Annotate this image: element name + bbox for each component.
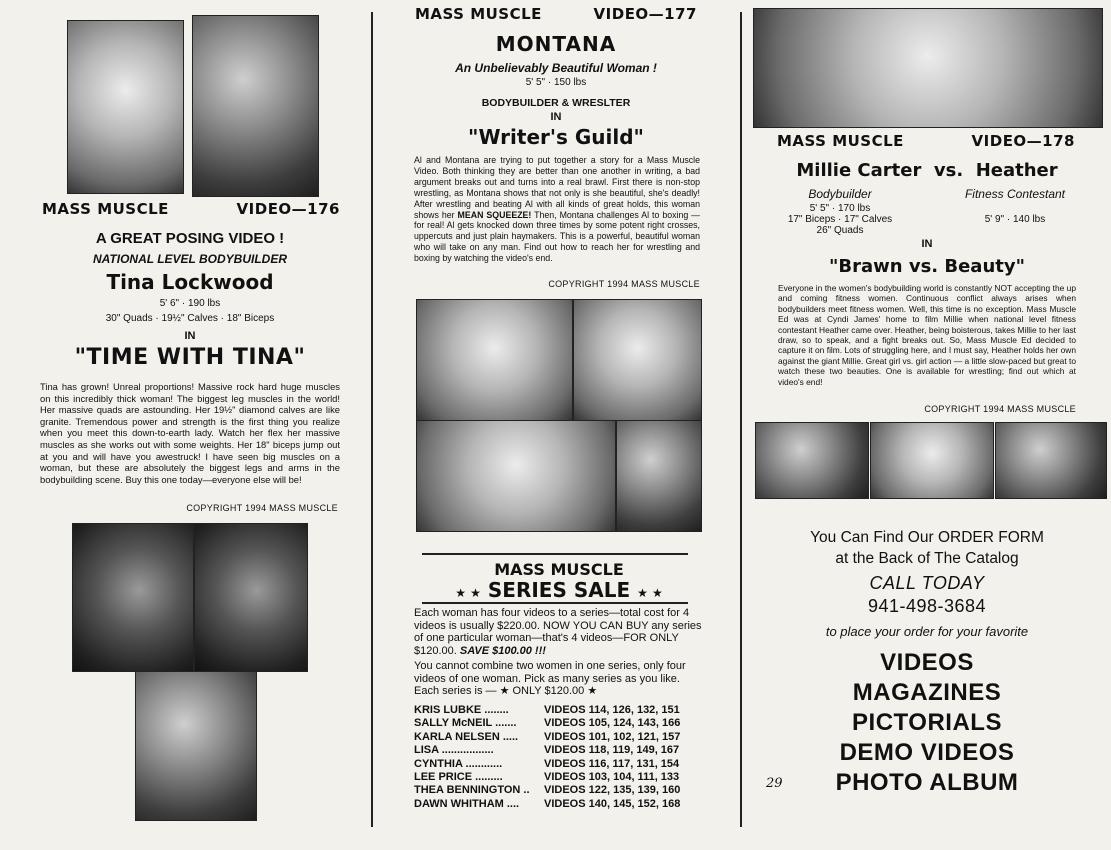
left-copyright: COPYRIGHT 1994 MASS MUSCLE (186, 503, 338, 513)
right-header (777, 132, 1075, 150)
photo-tina-posing-2 (192, 15, 319, 197)
sale-title-1: MASS MUSCLE (494, 560, 624, 579)
photo-montana-2 (573, 299, 702, 421)
photo-tina-workout-2 (194, 523, 308, 672)
sale-bottom-rule (422, 602, 688, 604)
series-name: DAWN WHITHAM .... (414, 797, 520, 810)
photo-millie-2 (870, 422, 994, 499)
photo-tina-workout-1 (72, 523, 194, 672)
middle-title: "Writer's Guild" (468, 125, 644, 149)
middle-stats: 5' 5" · 150 lbs (525, 77, 587, 88)
series-name: LEE PRICE ......... (414, 771, 503, 784)
series-videos: VIDEOS 105, 124, 143, 166 (544, 717, 681, 730)
series-videos: VIDEOS 116, 117, 131, 154 (544, 757, 680, 770)
middle-body (414, 155, 700, 264)
middle-body-bold: MEAN SQUEEZE! (457, 209, 532, 220)
sale-stars-right: ★ ★ (637, 586, 663, 600)
right-header-video: VIDEO—178 (971, 132, 1075, 150)
order-phone: 941-498-3684 (867, 596, 987, 616)
photo-montana-1 (416, 299, 573, 421)
left-stats-2: 30" Quads · 19½" Calves · 18" Biceps (105, 313, 275, 324)
middle-header-video: VIDEO—177 (593, 5, 697, 23)
right-stats-left-2: 17" Biceps · 17" Calves (787, 214, 893, 225)
right-role-left: Bodybuilder (808, 187, 872, 201)
series-name: CYNTHIA ............ (414, 757, 503, 770)
middle-role: BODYBUILDER & WRESLTER (481, 97, 631, 109)
series-row (414, 771, 704, 784)
photo-montana-4 (616, 420, 702, 532)
series-videos: VIDEOS 122, 135, 139, 160 (544, 784, 681, 797)
order-item: PICTORIALS (852, 709, 1002, 736)
right-stats-right: 5' 9" · 140 lbs (984, 214, 1046, 225)
left-in: IN (184, 330, 196, 342)
series-name: SALLY McNEIL ....... (414, 717, 517, 730)
series-name: THEA BENNINGTON .. (414, 784, 530, 797)
sale-body-1-text: Each woman has four videos to a series—total cost for 4 videos is usually $220.00. NOW YOU CAN BUY any series of one particular woman—that's 4 videos—FOR ONLY $120.00. (414, 607, 702, 657)
left-name: Tina Lockwood (106, 270, 274, 294)
photo-millie-1 (755, 422, 869, 499)
order-item: MAGAZINES (852, 679, 1002, 706)
left-header-video: VIDEO—176 (236, 200, 340, 218)
right-stats-left-1: 5' 5" · 170 lbs (809, 203, 871, 214)
right-title: "Brawn vs. Beauty" (829, 256, 1025, 277)
series-name: KARLA NELSEN ..... (414, 730, 519, 743)
middle-in: IN (550, 111, 562, 123)
series-row (414, 798, 704, 811)
right-role-right: Fitness Contestant (964, 187, 1066, 201)
photo-millie-3 (995, 422, 1107, 499)
series-name: LISA ................. (414, 744, 494, 757)
sale-body-2: You cannot combine two women in one series, only four videos of one woman. Pick as many series as you like. Each series is — ★ ONLY $120.00 ★ (414, 660, 686, 697)
order-item: PHOTO ALBUM (835, 769, 1019, 796)
series-row (414, 758, 704, 771)
photo-tina-legs (135, 671, 257, 821)
series-row (414, 731, 704, 744)
left-headline: A GREAT POSING VIDEO ! (95, 230, 285, 247)
middle-copyright: COPYRIGHT 1994 MASS MUSCLE (548, 279, 700, 289)
page-number: 29 (766, 776, 783, 791)
sale-save: SAVE $100.00 !!! (459, 644, 546, 657)
left-header-brand: MASS MUSCLE (42, 200, 169, 218)
order-line-2: at the Back of The Catalog (835, 550, 1019, 567)
series-videos: VIDEOS 101, 102, 121, 157 (544, 730, 681, 743)
series-videos: VIDEOS 103, 104, 111, 133 (544, 771, 680, 784)
divider-left-middle (371, 12, 373, 827)
series-row (414, 717, 704, 730)
photo-millie-heather (753, 8, 1103, 128)
right-stats-left-3: 26" Quads (816, 225, 864, 236)
middle-header (415, 5, 697, 23)
order-items (762, 648, 1092, 798)
left-subhead: NATIONAL LEVEL BODYBUILDER (92, 252, 287, 266)
series-list (414, 704, 704, 811)
photo-montana-3 (416, 420, 616, 532)
order-call: CALL TODAY (869, 573, 985, 593)
sale-title-2: SERIES SALE (487, 578, 631, 602)
divider-middle-right (740, 12, 742, 827)
left-header (42, 200, 340, 218)
series-videos: VIDEOS 140, 145, 152, 168 (544, 797, 681, 810)
order-line-1: You Can Find Our ORDER FORM (810, 529, 1044, 546)
series-row (414, 704, 704, 717)
series-row (414, 744, 704, 757)
series-videos: VIDEOS 114, 126, 132, 151 (544, 704, 680, 716)
sale-stars-left: ★ ★ (455, 586, 481, 600)
right-name: Millie Carter vs. Heather (796, 160, 1058, 181)
right-copyright: COPYRIGHT 1994 MASS MUSCLE (924, 404, 1076, 414)
left-title: "TIME WITH TINA" (74, 345, 306, 370)
right-header-brand: MASS MUSCLE (777, 132, 904, 150)
middle-body-a: Al and Montana are trying to put together a story for a Mass Muscle Video. Both thinking they are better than one another in writing, a bad argument breaks out and turns into a real brawl. First there is non-stop wrestling, as Montana shows that not only is she beautiful, she's deadly! After wrestling and beating Al with all kinds of great holds, this woman shows her (414, 155, 700, 220)
order-item: DEMO VIDEOS (839, 739, 1015, 766)
middle-tagline: An Unbelievably Beautiful Woman ! (455, 61, 657, 75)
sale-body-1 (414, 607, 704, 657)
order-item: VIDEOS (880, 649, 974, 676)
left-stats-1: 5' 6" · 190 lbs (159, 298, 221, 309)
series-videos: VIDEOS 118, 119, 149, 167 (544, 744, 680, 757)
right-body: Everyone in the women's bodybuilding world is constantly NOT accepting the up and coming fitness women. Continuous conflict always arises when bodybuilders meet fitness women. Well, this time is no exception. Mass Muscle Ed was at Cyndi James' home to film Millie when national level fitness contestant Heather came over. Heather, being boisterous, takes Millie to her last draw, so to speak, and a fight breaks out. So, Mass Muscle Ed decided to capture it on film. Lots of struggling here, and I must say, Heather holds her own against the giant Millie. Great girl vs. girl action — a little slow-paced but great to watch these two beauties. One is available for wrestling; find out which at video's end! (778, 283, 1076, 387)
middle-header-brand: MASS MUSCLE (415, 5, 542, 23)
left-body: Tina has grown! Unreal proportions! Massive rock hard huge muscles on this incredibly thick woman! The biggest leg muscles in the world! Her massive quads are astounding. Her 19½" diamond calves are like granite. Tremendous power and strength is the first thing you realize when you meet this down-to-earth lady. Watch her flex her massive muscles as she works out with some weights. Her 18" biceps jump out at you and will have you awestruck! I have seen big muscles on a woman, but these are absolutely the biggest legs and arms in the bodybuilding scene. Buy this one today—everyone else will be! (40, 381, 340, 485)
sale-top-rule (422, 553, 688, 555)
right-in: IN (921, 238, 933, 250)
series-row (414, 784, 704, 797)
middle-body-b: Then, Montana challenges Al to boxing — for real! Al gets knocked down three times by some potent right crosses, uppercuts and just plain haymakers. This is a powerful, beautiful woman who will take on any man. Find out how to reach her for wrestling and boxing by watching the video's end. (414, 209, 700, 264)
order-place: to place your order for your favorite (825, 624, 1029, 639)
sale-title-row (414, 578, 704, 602)
photo-tina-posing-1 (67, 20, 184, 194)
middle-name: MONTANA (495, 32, 617, 56)
series-name: KRIS LUBKE ........ (414, 704, 509, 716)
